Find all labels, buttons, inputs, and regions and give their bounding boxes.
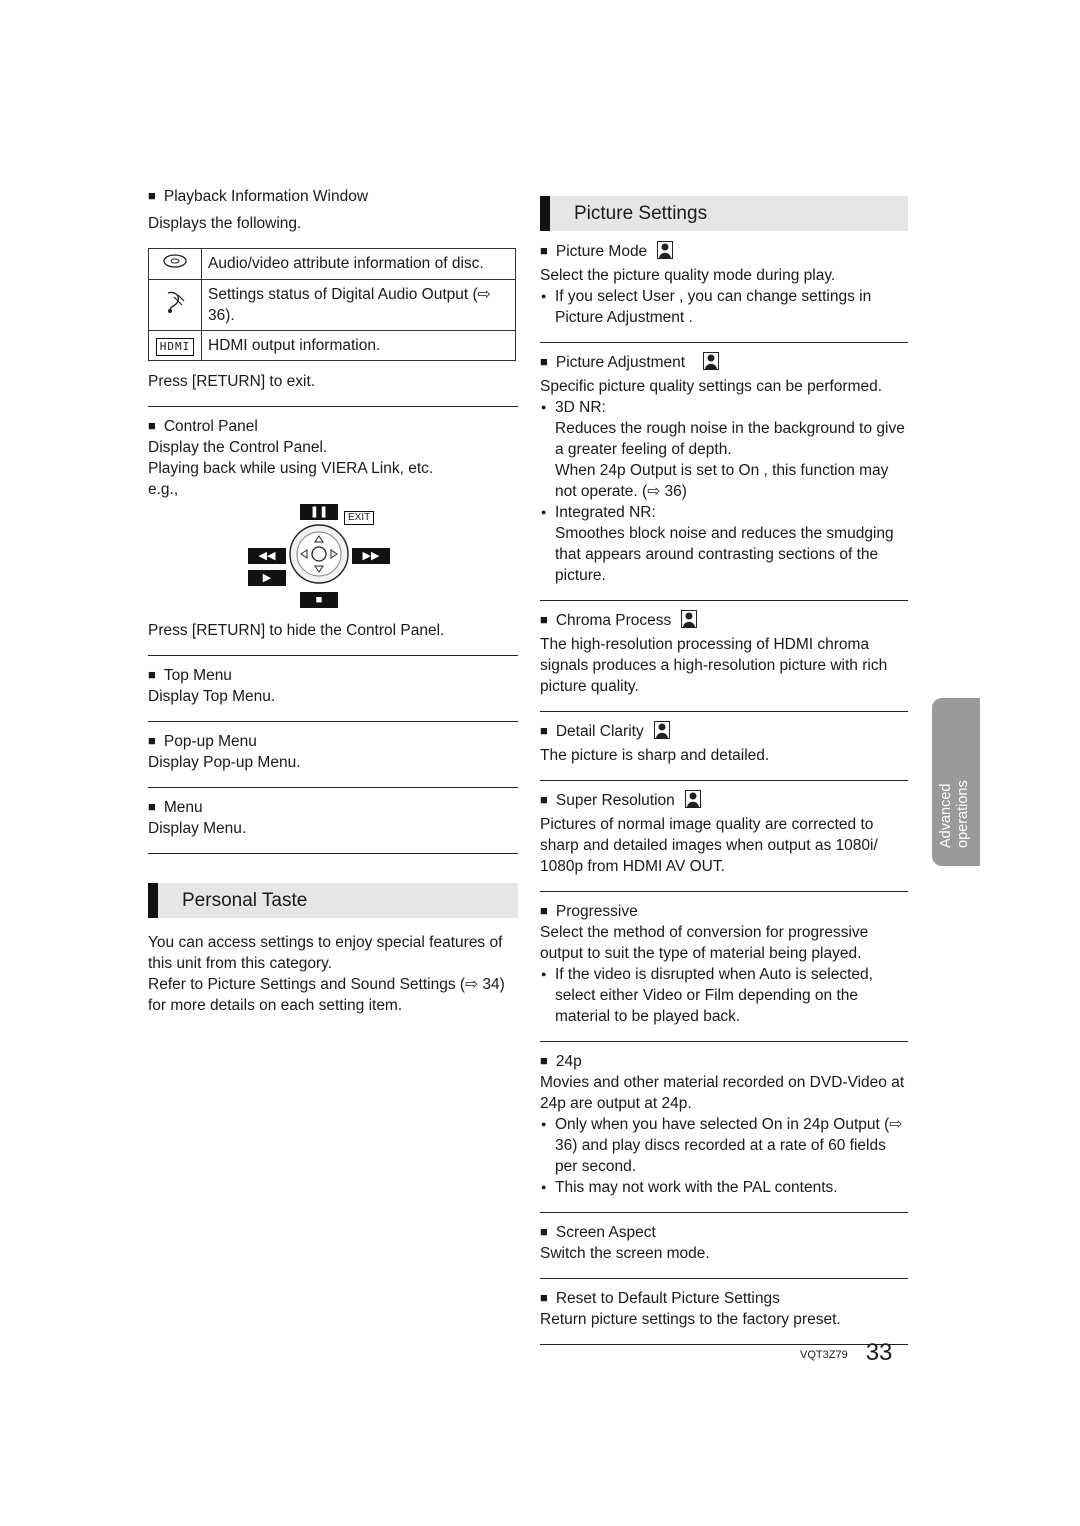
divider: [148, 853, 518, 854]
picture-adjustment-desc: Specific picture quality settings can be performed.: [540, 378, 883, 395]
p24-bullet: ● This may not work with the PAL contents.: [540, 1177, 908, 1198]
play-icon: ▶: [248, 570, 286, 586]
person-icon: [681, 610, 697, 634]
p24-bullet: ● Only when you have selected On in 24p Output (⇨ 36) and play discs recorded at a rate of 60 fields per second.: [540, 1114, 908, 1177]
reset-desc: Return picture settings to the factory preset.: [540, 1311, 841, 1328]
divider: [148, 406, 518, 407]
progressive-desc: Select the method of conversion for progressive output to suit the type of material being played.: [540, 924, 869, 962]
person-icon: [703, 352, 719, 376]
nr3d-text: Reduces the rough noise in the background to give a greater feeling of depth.: [555, 420, 905, 458]
super-resolution-desc: Pictures of normal image quality are corrected to sharp and detailed images when output as 1080i/ 1080p from HDMI AV OUT.: [540, 816, 878, 875]
exit-label: EXIT: [344, 511, 374, 525]
chroma-process-desc: The high-resolution processing of HDMI chroma signals produces a high-resolution picture with rich picture quality.: [540, 636, 888, 695]
table-row: [149, 280, 516, 331]
super-resolution-title: ■ Super Resolution: [540, 792, 675, 809]
progressive-title: ■ Progressive: [540, 901, 908, 922]
integrated-nr-text: Smoothes block noise and reduces the smudging that appears around contrasting sections of the picture.: [555, 525, 894, 584]
hide-note: Press [RETURN] to hide the Control Panel.: [148, 622, 445, 639]
screen-aspect-title: ■ Screen Aspect: [540, 1222, 908, 1243]
digital-audio-icon: [149, 280, 202, 331]
nr3d-note: When 24p Output is set to On , this function may not operate. (⇨ 36): [555, 462, 889, 500]
menu-desc: Display Menu.: [148, 820, 247, 837]
table-row: [149, 331, 516, 361]
playback-info-table: [148, 248, 516, 361]
reset-title: ■ Reset to Default Picture Settings: [540, 1288, 908, 1309]
right-column: [540, 196, 908, 1354]
divider: [540, 342, 908, 343]
table-cell: Audio/video attribute information of disc.: [202, 249, 516, 280]
popup-menu-title: ■ Pop-up Menu: [148, 731, 518, 752]
person-icon: [657, 241, 673, 265]
picture-mode-title: ■ Picture Mode: [540, 243, 647, 260]
divider: [540, 780, 908, 781]
top-menu-desc: Display Top Menu.: [148, 688, 276, 705]
control-panel-line: e.g.,: [148, 481, 179, 498]
nr3d-label: ● 3D NR:: [540, 397, 908, 418]
picture-mode-bullet: ● If you select User , you can change settings in Picture Adjustment .: [540, 286, 908, 328]
section-heading: Personal Taste: [182, 890, 308, 911]
page-number: 33: [865, 1339, 893, 1366]
page-footer: [800, 1340, 892, 1366]
pause-icon: ❚❚: [300, 504, 338, 520]
personal-taste-text: You can access settings to enjoy special features of this unit from this category.: [148, 934, 503, 972]
document-code: VQT3Z79: [800, 1349, 848, 1361]
table-cell: Settings status of Digital Audio Output (⇨ 36).: [202, 280, 516, 331]
fast-forward-icon: ▶▶: [352, 548, 390, 564]
top-menu-title: ■ Top Menu: [148, 665, 518, 686]
rewind-icon: ◀◀: [248, 548, 286, 564]
screen-aspect-desc: Switch the screen mode.: [540, 1245, 710, 1262]
divider: [540, 891, 908, 892]
picture-mode-desc: Select the picture quality mode during play.: [540, 267, 836, 284]
playback-info-desc: Displays the following.: [148, 215, 302, 232]
chroma-process-title: ■ Chroma Process: [540, 612, 671, 629]
progressive-bullet: ● If the video is disrupted when Auto is selected, select either Video or Film depending on the material to be played back.: [540, 964, 908, 1027]
section-side-tab: [932, 698, 980, 866]
divider: [540, 1212, 908, 1213]
picture-adjustment-title: ■ Picture Adjustment: [540, 354, 685, 371]
personal-taste-heading: [148, 883, 518, 918]
detail-clarity-desc: The picture is sharp and detailed.: [540, 747, 770, 764]
table-row: [149, 249, 516, 280]
divider: [148, 721, 518, 722]
playback-info-title: ■ Playback Information Window: [148, 186, 518, 207]
table-cell: HDMI output information.: [202, 331, 516, 361]
stop-icon: ■: [300, 592, 338, 608]
menu-title: ■ Menu: [148, 797, 518, 818]
p24-desc: Movies and other material recorded on DVD-Video at 24p are output at 24p.: [540, 1074, 905, 1112]
exit-note: Press [RETURN] to exit.: [148, 373, 316, 390]
divider: [540, 600, 908, 601]
side-tab-label: operations: [955, 780, 971, 848]
control-panel-illustration: [148, 504, 518, 614]
picture-settings-heading: [540, 196, 908, 231]
popup-menu-desc: Display Pop-up Menu.: [148, 754, 301, 771]
control-panel-line: Display the Control Panel.: [148, 439, 328, 456]
side-tab-label: Advanced: [938, 783, 954, 848]
divider: [540, 1278, 908, 1279]
divider: [540, 1041, 908, 1042]
direction-pad-icon: [288, 522, 350, 586]
person-icon: [685, 790, 701, 814]
divider: [540, 711, 908, 712]
section-heading: Picture Settings: [574, 203, 708, 224]
person-icon: [654, 721, 670, 745]
control-panel-title: ■ Control Panel: [148, 416, 518, 437]
detail-clarity-title: ■ Detail Clarity: [540, 723, 644, 740]
divider: [148, 787, 518, 788]
left-column: [148, 186, 518, 1016]
integrated-nr-label: ● Integrated NR:: [540, 502, 908, 523]
disc-icon: [149, 249, 202, 280]
control-panel-line: Playing back while using VIERA Link, etc.: [148, 460, 434, 477]
personal-taste-text: Refer to Picture Settings and Sound Settings (⇨ 34) for more details on each setting item.: [148, 976, 505, 1014]
divider: [148, 655, 518, 656]
hdmi-icon: HDMI: [156, 338, 195, 356]
p24-title: ■ 24p: [540, 1051, 908, 1072]
